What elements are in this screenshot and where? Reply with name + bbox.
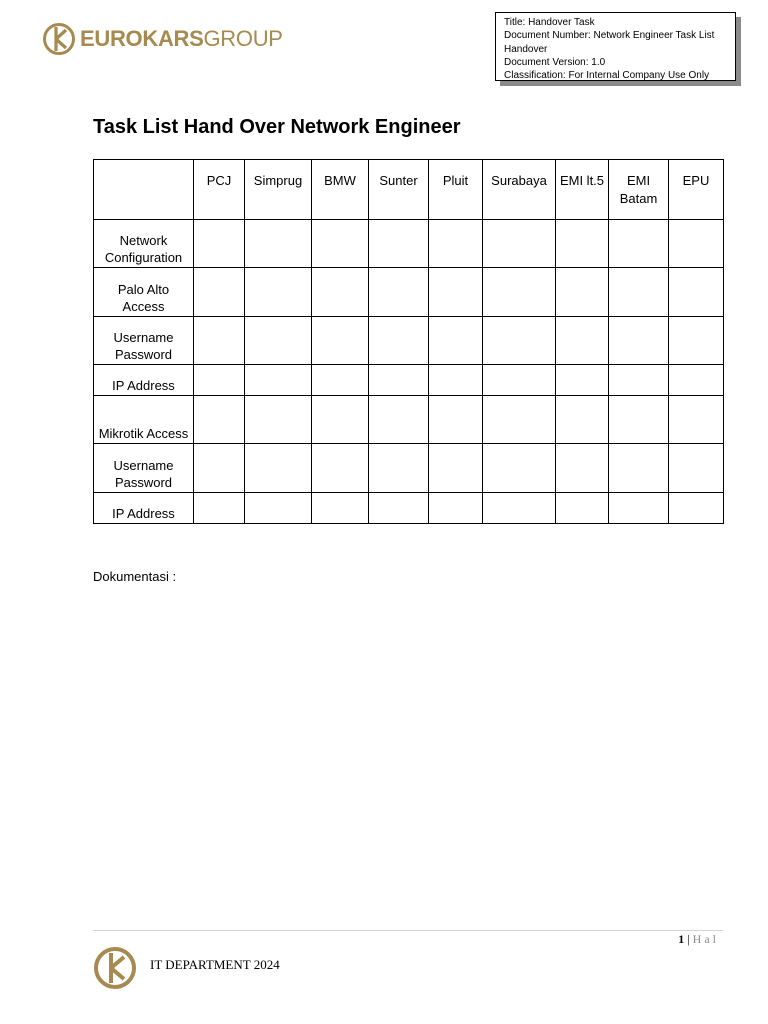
table-cell <box>609 317 669 365</box>
table-row <box>94 365 724 396</box>
table-cell <box>369 317 429 365</box>
table-cell <box>483 268 556 317</box>
row-label: Network Configuration <box>94 220 194 268</box>
table-cell <box>429 493 483 524</box>
table-cell <box>194 396 245 444</box>
table-cell <box>483 444 556 493</box>
table-cell <box>369 444 429 493</box>
column-header: Surabaya <box>483 160 556 220</box>
table-cell <box>245 444 312 493</box>
company-logo <box>42 22 283 56</box>
table-cell <box>194 365 245 396</box>
table-cell <box>245 493 312 524</box>
table-cell <box>669 268 724 317</box>
row-label: IP Address <box>94 365 194 396</box>
table-row <box>94 444 724 493</box>
table-cell <box>312 268 369 317</box>
footer-emblem-icon <box>93 946 137 990</box>
column-header: Sunter <box>369 160 429 220</box>
table-cell <box>556 317 609 365</box>
table-cell <box>194 268 245 317</box>
page-title: Task List Hand Over Network Engineer <box>93 116 461 138</box>
table-cell <box>609 220 669 268</box>
row-label: Username Password <box>94 444 194 493</box>
table-row <box>94 317 724 365</box>
table-cell <box>194 444 245 493</box>
column-header <box>94 160 194 220</box>
eurokars-emblem-icon <box>42 22 76 56</box>
table-cell <box>556 493 609 524</box>
table-cell <box>312 396 369 444</box>
task-table <box>93 159 724 524</box>
table-cell <box>669 396 724 444</box>
table-cell <box>312 365 369 396</box>
table-cell <box>369 220 429 268</box>
table-cell <box>369 365 429 396</box>
table-cell <box>609 268 669 317</box>
table-cell <box>194 493 245 524</box>
table-cell <box>429 365 483 396</box>
table-cell <box>556 365 609 396</box>
table-cell <box>312 220 369 268</box>
table-cell <box>483 365 556 396</box>
table-row <box>94 268 724 317</box>
table-cell <box>483 396 556 444</box>
table-cell <box>609 365 669 396</box>
table-cell <box>609 493 669 524</box>
table-row <box>94 493 724 524</box>
table-cell <box>429 220 483 268</box>
table-cell <box>369 396 429 444</box>
table-cell <box>194 317 245 365</box>
table-cell <box>194 220 245 268</box>
column-header: Pluit <box>429 160 483 220</box>
footer-department: IT DEPARTMENT 2024 <box>150 957 280 972</box>
table-cell <box>609 444 669 493</box>
column-header: PCJ <box>194 160 245 220</box>
table-cell <box>483 493 556 524</box>
table-cell <box>429 317 483 365</box>
column-header: EMI lt.5 <box>556 160 609 220</box>
table-row <box>94 220 724 268</box>
table-cell <box>245 220 312 268</box>
table-cell <box>429 444 483 493</box>
table-cell <box>669 444 724 493</box>
table-cell <box>483 220 556 268</box>
table-cell <box>429 396 483 444</box>
table-cell <box>245 365 312 396</box>
row-label: Username Password <box>94 317 194 365</box>
table-cell <box>245 317 312 365</box>
footer-divider <box>93 930 723 931</box>
table-cell <box>312 444 369 493</box>
brand-name <box>80 28 283 50</box>
table-header-row <box>94 160 724 220</box>
doc-title-line: Title: Handover Task <box>504 17 595 28</box>
column-header: EPU <box>669 160 724 220</box>
doc-version-line: Document Version: 1.0 <box>504 56 606 68</box>
table-cell <box>669 317 724 365</box>
table-cell <box>483 317 556 365</box>
doc-number-line: Document Number: Network Engineer Task List Handover <box>504 30 715 55</box>
table-cell <box>556 268 609 317</box>
table-cell <box>556 444 609 493</box>
table-cell <box>556 220 609 268</box>
row-label: Mikrotik Access <box>94 396 194 444</box>
table-cell <box>669 365 724 396</box>
table-cell <box>245 268 312 317</box>
document-info-box <box>495 12 736 81</box>
column-header: BMW <box>312 160 369 220</box>
table-cell <box>369 268 429 317</box>
table-cell <box>312 317 369 365</box>
column-header: EMI Batam <box>609 160 669 220</box>
documentation-label: Dokumentasi : <box>93 569 177 584</box>
doc-classification-line: Classification: For Internal Company Use Only <box>504 70 710 82</box>
table-cell <box>609 396 669 444</box>
brand-name-bold: EUROKARS <box>80 26 204 51</box>
table-cell <box>369 493 429 524</box>
row-label: IP Address <box>94 493 194 524</box>
table-cell <box>669 220 724 268</box>
page-number-separator: | <box>687 932 690 946</box>
column-header: Simprug <box>245 160 312 220</box>
table-cell <box>669 493 724 524</box>
page-number <box>678 932 719 947</box>
page-word: Hal <box>692 932 719 946</box>
row-label: Palo Alto Access <box>94 268 194 317</box>
table-cell <box>312 493 369 524</box>
table-row <box>94 396 724 444</box>
table-cell <box>556 396 609 444</box>
page-number-value: 1 <box>678 932 685 946</box>
table-cell <box>245 396 312 444</box>
table-cell <box>429 268 483 317</box>
brand-name-light: GROUP <box>203 26 283 51</box>
